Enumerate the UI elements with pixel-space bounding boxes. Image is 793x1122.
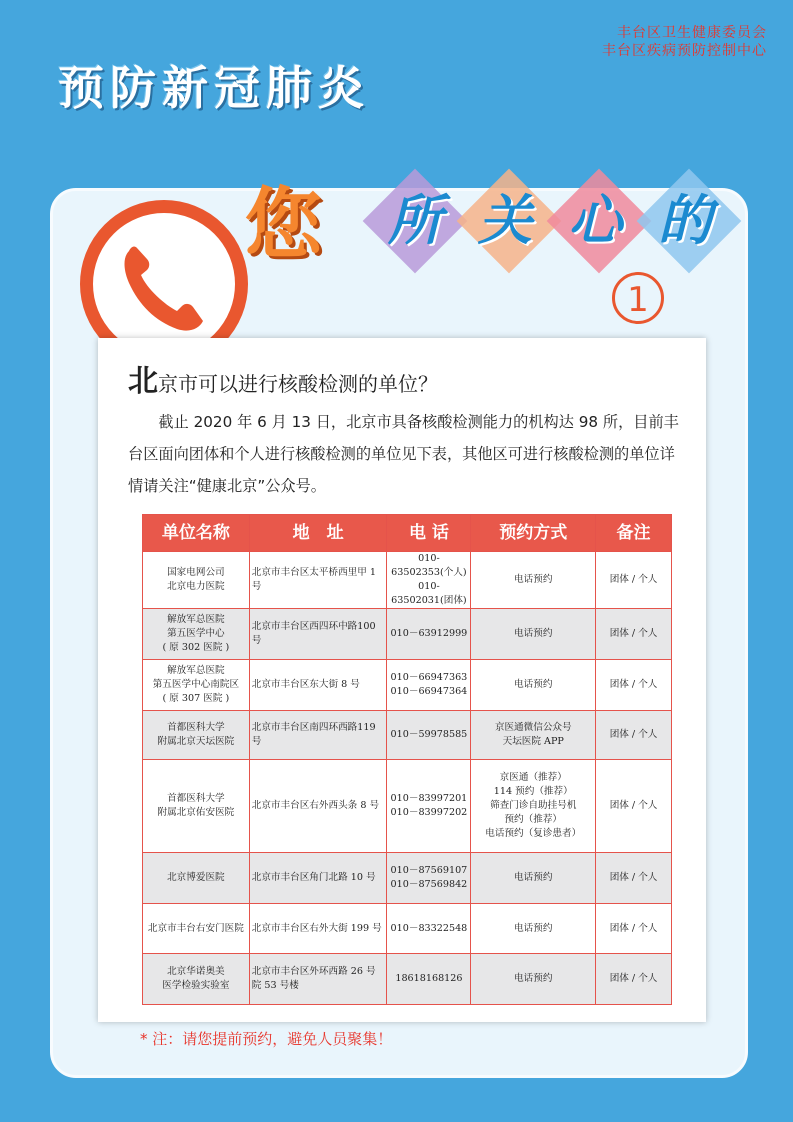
cell-booking-line: 电话预约 bbox=[514, 574, 553, 585]
cell-phone bbox=[387, 711, 471, 760]
page-title: 预防新冠肺炎 bbox=[58, 61, 370, 115]
cell-name-line: 北京博爱医院 bbox=[167, 872, 225, 883]
cell-name-line: 首都医科大学 bbox=[167, 722, 225, 733]
cell-phone bbox=[387, 609, 471, 660]
cell-address bbox=[249, 711, 387, 760]
table-row bbox=[143, 711, 672, 760]
cell-booking-line: 预约（推荐） bbox=[504, 814, 563, 825]
cell-name-line: 北京市丰台右安门医院 bbox=[147, 922, 244, 934]
cell-address-line: 北京市丰台区西四环中路100号 bbox=[251, 621, 376, 646]
cell-booking bbox=[471, 552, 596, 609]
cell-name bbox=[143, 711, 250, 760]
cell-note: 团体 / 个人 bbox=[596, 660, 672, 711]
cell-booking bbox=[471, 954, 596, 1005]
cell-phone-line: 010－63912999 bbox=[390, 628, 468, 639]
cell-address-line: 北京市丰台区南四环西路119号 bbox=[251, 722, 376, 747]
cell-address bbox=[249, 853, 387, 904]
question-text: 京市可以进行核酸检测的单位？ bbox=[158, 372, 438, 396]
cell-name-line: 解放军总医院 bbox=[167, 614, 225, 625]
table-header-row bbox=[143, 515, 672, 552]
intro-paragraph: 截止 2020 年 6 月 13 日，北京市具备核酸检测能力的机构达 98 所，目前丰台区面向团体和个人进行核酸检测的单位见下表，其他区可进行核酸检测的单位详情请关注“健康北京”公众号。 bbox=[128, 413, 679, 495]
cell-booking-line: 电话预约 bbox=[514, 922, 553, 934]
cell-note: 团体 / 个人 bbox=[596, 552, 672, 609]
cell-phone bbox=[387, 904, 471, 954]
cell-booking bbox=[471, 711, 596, 760]
table-row bbox=[143, 853, 672, 904]
cell-name-line: 附属北京天坛医院 bbox=[157, 736, 235, 747]
cell-booking-line: 京医通（推荐） bbox=[499, 772, 567, 783]
cell-name-line: 国家电网公司 bbox=[167, 567, 225, 578]
section-number: 1 bbox=[612, 272, 664, 324]
cell-name-line: 附属北京佑安医院 bbox=[157, 807, 235, 818]
cell-name-line: 北京华诺奥美 bbox=[167, 966, 225, 977]
cell-phone bbox=[387, 660, 471, 711]
header-name: 单位名称 bbox=[143, 515, 250, 552]
cell-address-line: 北京市丰台区外环西路 26 号 bbox=[251, 966, 376, 977]
cell-name bbox=[143, 609, 250, 660]
testing-sites-table bbox=[142, 514, 672, 1005]
cell-address bbox=[249, 609, 387, 660]
cell-booking-line: 京医通微信公众号 bbox=[494, 722, 572, 733]
cell-name bbox=[143, 552, 250, 609]
cell-booking-line: 电话预约 bbox=[514, 872, 553, 883]
cell-name-line: ( 原 302 医院 ) bbox=[162, 642, 230, 653]
cell-name-line: 第五医学中心南院区 bbox=[152, 679, 240, 690]
cell-phone bbox=[387, 760, 471, 853]
cell-note: 团体 / 个人 bbox=[596, 609, 672, 660]
cell-name bbox=[143, 760, 250, 853]
cell-booking-line: 天坛医院 APP bbox=[502, 736, 564, 747]
cell-phone-line: 010－66947363 bbox=[390, 672, 468, 683]
cell-address-line: 北京市丰台区右外大街 199 号 bbox=[251, 922, 382, 934]
cell-phone-line: 010－87569107 bbox=[390, 865, 468, 876]
cell-booking bbox=[471, 904, 596, 954]
cell-address bbox=[249, 552, 387, 609]
table-row bbox=[143, 609, 672, 660]
cell-booking bbox=[471, 760, 596, 853]
cell-name-line: 解放军总医院 bbox=[167, 665, 225, 676]
cell-booking-line: 电话预约（复诊患者） bbox=[485, 828, 582, 839]
banner-care-char-4: 的 bbox=[658, 188, 712, 252]
org-line-2: 丰台区疾病预防控制中心 bbox=[602, 43, 767, 59]
cell-name bbox=[143, 954, 250, 1005]
cell-address bbox=[249, 954, 387, 1005]
question-first-char: 北 bbox=[128, 364, 158, 399]
cell-address bbox=[249, 760, 387, 853]
cell-phone-line: 010－66947364 bbox=[390, 686, 468, 697]
cell-booking-line: 电话预约 bbox=[514, 973, 553, 984]
cell-address-line: 北京市丰台区太平桥西里甲 1 号 bbox=[251, 567, 377, 592]
cell-booking-line: 筛查门诊自助挂号机 bbox=[490, 800, 577, 811]
cell-booking bbox=[471, 609, 596, 660]
cell-booking bbox=[471, 853, 596, 904]
header-address: 地 址 bbox=[249, 515, 387, 552]
header-booking: 预约方式 bbox=[471, 515, 596, 552]
cell-note: 团体 / 个人 bbox=[596, 760, 672, 853]
cell-note: 团体 / 个人 bbox=[596, 954, 672, 1005]
cell-name-line: 第五医学中心 bbox=[167, 628, 225, 639]
cell-booking-line: 电话预约 bbox=[514, 628, 553, 639]
cell-name bbox=[143, 904, 250, 954]
table-row bbox=[143, 760, 672, 853]
cell-booking-line: 114 预约（推荐） bbox=[493, 786, 573, 797]
cell-booking bbox=[471, 660, 596, 711]
table-row bbox=[143, 660, 672, 711]
cell-phone-line: 010-63502031(团体) bbox=[391, 581, 467, 606]
header-phone: 电 话 bbox=[387, 515, 471, 552]
cell-phone-line: 010－83322548 bbox=[390, 922, 468, 934]
cell-name-line: 北京电力医院 bbox=[167, 581, 225, 592]
banner-care-char-2: 关 bbox=[478, 188, 532, 252]
table-row bbox=[143, 552, 672, 609]
cell-name bbox=[143, 660, 250, 711]
cell-address bbox=[249, 660, 387, 711]
question-heading bbox=[128, 356, 438, 400]
cell-phone-line: 18618168126 bbox=[395, 973, 463, 984]
cell-note: 团体 / 个人 bbox=[596, 904, 672, 954]
cell-phone bbox=[387, 954, 471, 1005]
table-row bbox=[143, 904, 672, 954]
org-line-1: 丰台区卫生健康委员会 bbox=[617, 25, 767, 41]
cell-address-line: 院 53 号楼 bbox=[251, 980, 299, 991]
cell-phone-line: 010－59978585 bbox=[390, 729, 468, 740]
cell-phone-line: 010－83997202 bbox=[390, 807, 468, 818]
cell-note: 团体 / 个人 bbox=[596, 711, 672, 760]
cell-name-line: ( 原 307 医院 ) bbox=[162, 693, 230, 704]
cell-address-line: 北京市丰台区角门北路 10 号 bbox=[251, 872, 376, 883]
cell-phone-line: 010－83997201 bbox=[390, 793, 468, 804]
banner-care-char-1: 所 bbox=[388, 188, 442, 252]
banner-care-char-3: 心 bbox=[568, 188, 622, 252]
header-note: 备注 bbox=[596, 515, 672, 552]
cell-phone bbox=[387, 552, 471, 609]
table-row bbox=[143, 954, 672, 1005]
organization-names bbox=[602, 24, 767, 60]
cell-name-line: 首都医科大学 bbox=[167, 793, 225, 804]
cell-name bbox=[143, 853, 250, 904]
footnote: * 注：请您提前预约，避免人员聚集！ bbox=[140, 1030, 393, 1048]
cell-name-line: 医学检验实验室 bbox=[162, 980, 230, 991]
cell-phone bbox=[387, 853, 471, 904]
cell-note: 团体 / 个人 bbox=[596, 853, 672, 904]
cell-address bbox=[249, 904, 387, 954]
cell-address-line: 北京市丰台区东大街 8 号 bbox=[251, 679, 360, 690]
cell-phone-line: 010－87569842 bbox=[390, 879, 468, 890]
cell-phone-line: 010-63502353(个人) bbox=[391, 553, 467, 578]
banner-nin-char: 您 bbox=[244, 179, 323, 270]
cell-booking-line: 电话预约 bbox=[514, 679, 553, 690]
cell-address-line: 北京市丰台区右外西头条 8 号 bbox=[251, 800, 380, 811]
